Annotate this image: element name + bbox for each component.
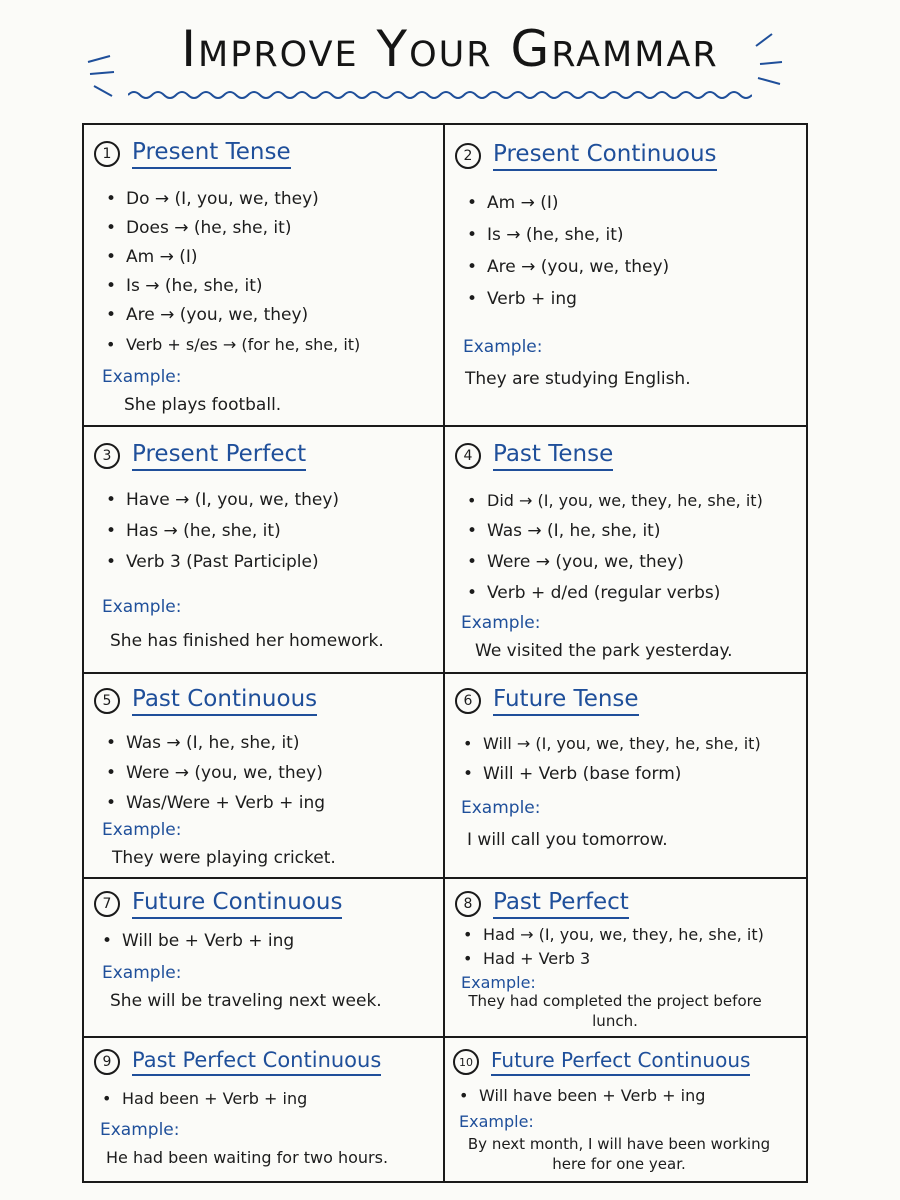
rule-item: • Will + Verb (base form) xyxy=(461,759,761,790)
example-text: They were playing cricket. xyxy=(112,848,336,868)
section-heading xyxy=(94,889,342,919)
example-label: Example: xyxy=(102,367,182,387)
rule-item: • Does → (he, she, it) xyxy=(104,214,360,243)
rule-list xyxy=(461,728,761,790)
section-present-tense xyxy=(84,125,443,425)
example-text: She will be traveling next week. xyxy=(110,991,382,1011)
example-text: By next month, I will have been working here for one year. xyxy=(467,1135,771,1173)
section-title: Past Perfect xyxy=(493,889,629,919)
section-future-perfect-continuous xyxy=(445,1038,808,1183)
section-number: 7 xyxy=(94,891,120,917)
example-text: We visited the park yesterday. xyxy=(475,641,733,661)
example-label: Example: xyxy=(102,597,182,617)
section-past-perfect xyxy=(445,879,808,1036)
rule-list xyxy=(100,1086,307,1112)
section-number: 1 xyxy=(94,141,120,167)
rule-item: • Will have been + Verb + ing xyxy=(457,1084,705,1108)
example-text: She has finished her homework. xyxy=(110,631,384,651)
example-label: Example: xyxy=(102,820,182,840)
rule-item: • Have → (I, you, we, they) xyxy=(104,485,339,516)
section-past-perfect-continuous xyxy=(84,1038,443,1183)
rule-item: • Am → (I) xyxy=(104,243,360,272)
example-text: They had completed the project before lunch. xyxy=(468,992,762,1030)
section-number: 8 xyxy=(455,891,481,917)
section-title: Future Continuous xyxy=(132,889,342,919)
section-heading xyxy=(455,141,717,171)
rule-item: • Were → (you, we, they) xyxy=(104,758,325,788)
rule-item: • Were → (you, we, they) xyxy=(465,547,763,578)
example-label: Example: xyxy=(461,798,541,818)
example-label: Example: xyxy=(461,973,536,992)
rule-item: • Is → (he, she, it) xyxy=(465,219,669,251)
example-text: He had been waiting for two hours. xyxy=(106,1148,389,1167)
section-number: 10 xyxy=(453,1049,479,1075)
section-title: Present Tense xyxy=(132,139,291,169)
section-future-tense xyxy=(445,674,808,877)
example-label: Example: xyxy=(102,963,182,983)
rule-list xyxy=(100,927,294,955)
section-future-continuous xyxy=(84,879,443,1036)
rule-list xyxy=(461,923,764,971)
rule-item: • Will be + Verb + ing xyxy=(100,927,294,955)
rule-list xyxy=(465,485,763,609)
example-label: Example: xyxy=(100,1120,180,1140)
rule-list xyxy=(104,728,325,818)
rule-list xyxy=(457,1084,705,1108)
section-number: 5 xyxy=(94,688,120,714)
title-wavy-underline xyxy=(128,88,752,102)
example-label: Example: xyxy=(461,613,541,633)
tense-grid xyxy=(82,123,808,1183)
section-past-continuous xyxy=(84,674,443,877)
rule-item: • Had been + Verb + ing xyxy=(100,1086,307,1112)
rule-list xyxy=(104,185,360,359)
rule-item: • Was → (I, he, she, it) xyxy=(104,728,325,758)
rule-item: • Verb + ing xyxy=(465,283,669,315)
rule-list xyxy=(465,187,669,315)
rule-item: • Had + Verb 3 xyxy=(461,947,764,971)
section-title: Present Perfect xyxy=(132,441,306,471)
rule-item: • Will → (I, you, we, they, he, she, it) xyxy=(461,728,761,759)
rule-item: • Do → (I, you, we, they) xyxy=(104,185,360,214)
section-title: Future Tense xyxy=(493,686,639,716)
example-text: I will call you tomorrow. xyxy=(467,830,668,850)
section-heading xyxy=(453,1048,750,1076)
section-number: 2 xyxy=(455,143,481,169)
section-title: Past Continuous xyxy=(132,686,317,716)
example-label: Example: xyxy=(459,1112,534,1131)
section-title: Future Perfect Continuous xyxy=(491,1048,750,1076)
section-heading xyxy=(455,686,639,716)
section-present-perfect xyxy=(84,427,443,672)
section-title: Past Tense xyxy=(493,441,613,471)
section-number: 6 xyxy=(455,688,481,714)
section-title: Present Continuous xyxy=(493,141,717,171)
rule-item: • Had → (I, you, we, they, he, she, it) xyxy=(461,923,764,947)
rule-item: • Did → (I, you, we, they, he, she, it) xyxy=(465,485,763,516)
section-heading xyxy=(94,1048,381,1076)
rule-list xyxy=(104,485,339,578)
section-heading xyxy=(94,441,306,471)
example-text: She plays football. xyxy=(124,395,282,415)
rule-item: • Verb + s/es → (for he, she, it) xyxy=(104,330,360,359)
section-heading xyxy=(94,686,317,716)
rule-item: • Am → (I) xyxy=(465,187,669,219)
section-heading xyxy=(455,889,629,919)
rule-item: • Has → (he, she, it) xyxy=(104,516,339,547)
rule-item: • Verb 3 (Past Participle) xyxy=(104,547,339,578)
page-title: Improve Your Grammar xyxy=(181,20,719,78)
rule-item: • Was → (I, he, she, it) xyxy=(465,516,763,547)
section-title: Past Perfect Continuous xyxy=(132,1048,381,1076)
rule-item: • Are → (you, we, they) xyxy=(104,301,360,330)
rule-item: • Verb + d/ed (regular verbs) xyxy=(465,578,763,609)
section-heading xyxy=(94,139,291,169)
rule-item: • Is → (he, she, it) xyxy=(104,272,360,301)
section-past-tense xyxy=(445,427,808,672)
rule-item: • Are → (you, we, they) xyxy=(465,251,669,283)
section-number: 3 xyxy=(94,443,120,469)
header xyxy=(0,0,900,120)
section-present-continuous xyxy=(445,125,808,425)
section-number: 4 xyxy=(455,443,481,469)
right-accent-dashes xyxy=(752,32,786,102)
example-text: They are studying English. xyxy=(465,369,691,389)
section-number: 9 xyxy=(94,1049,120,1075)
section-heading xyxy=(455,441,613,471)
rule-item: • Was/Were + Verb + ing xyxy=(104,788,325,818)
example-label: Example: xyxy=(463,337,543,357)
